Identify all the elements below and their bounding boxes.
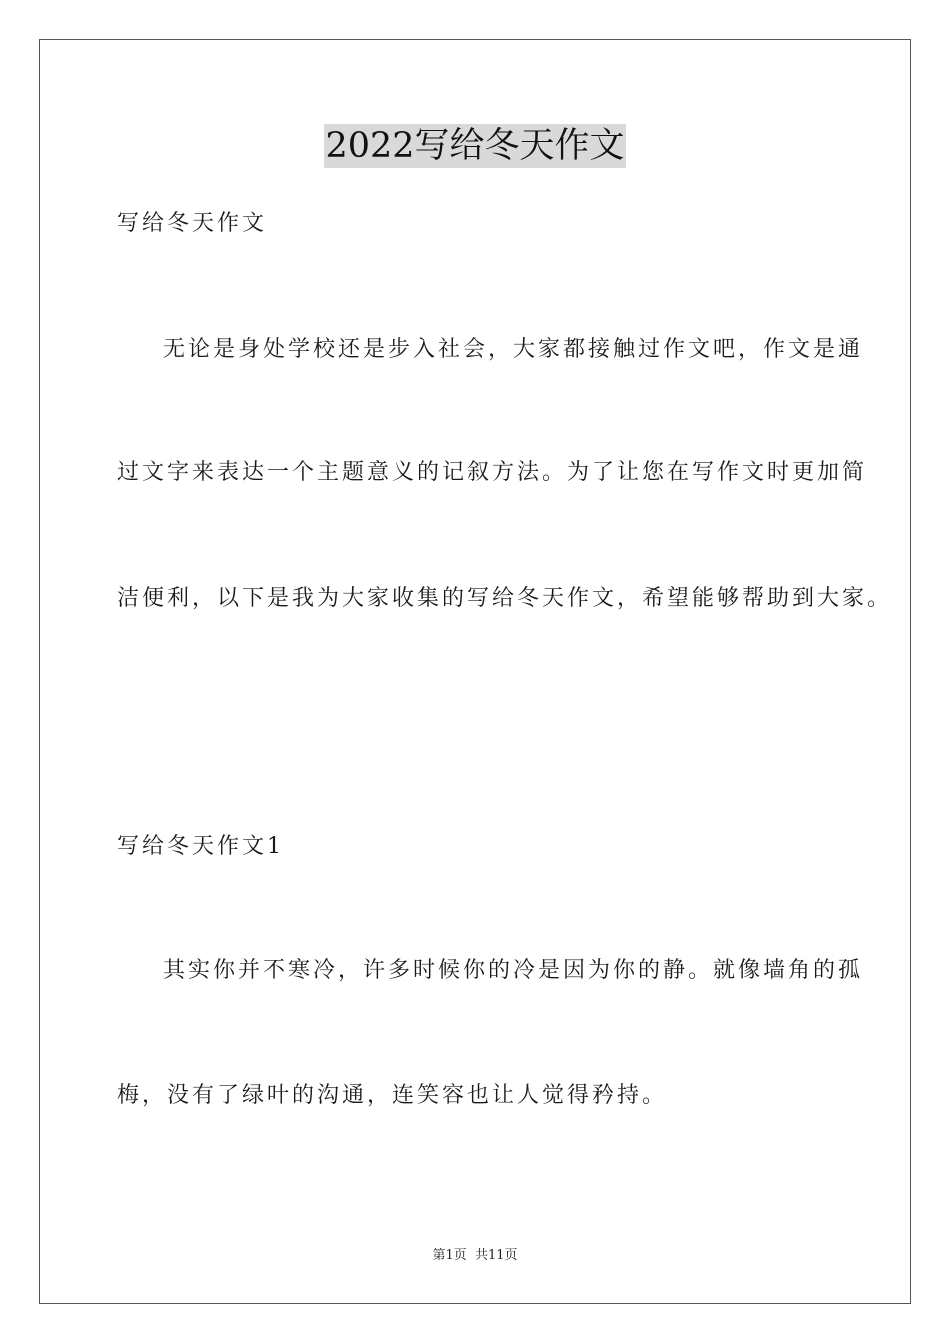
current-page-label: 第1页 [432, 1248, 467, 1263]
paragraph-line: 过文字来表达一个主题意义的记叙方法。为了让您在写作文时更加简 [117, 460, 868, 485]
section-heading: 写给冬天作文 [117, 211, 268, 236]
section-heading: 写给冬天作文1 [117, 834, 284, 859]
document-title: 2022写给冬天作文 [325, 126, 625, 166]
paragraph-line: 其实你并不寒冷，许多时候你的冷是因为你的静。就像墙角的孤 [163, 958, 864, 983]
paragraph-line: 无论是身处学校还是步入社会，大家都接触过作文吧，作文是通 [163, 337, 864, 362]
page-footer [0, 1247, 950, 1265]
title-container [0, 124, 950, 168]
total-pages-label: 共11页 [474, 1248, 518, 1263]
paragraph-line: 洁便利，以下是我为大家收集的写给冬天作文，希望能够帮助到大家。 [117, 586, 893, 611]
paragraph-line: 梅，没有了绿叶的沟通，连笑容也让人觉得矜持。 [117, 1083, 668, 1108]
